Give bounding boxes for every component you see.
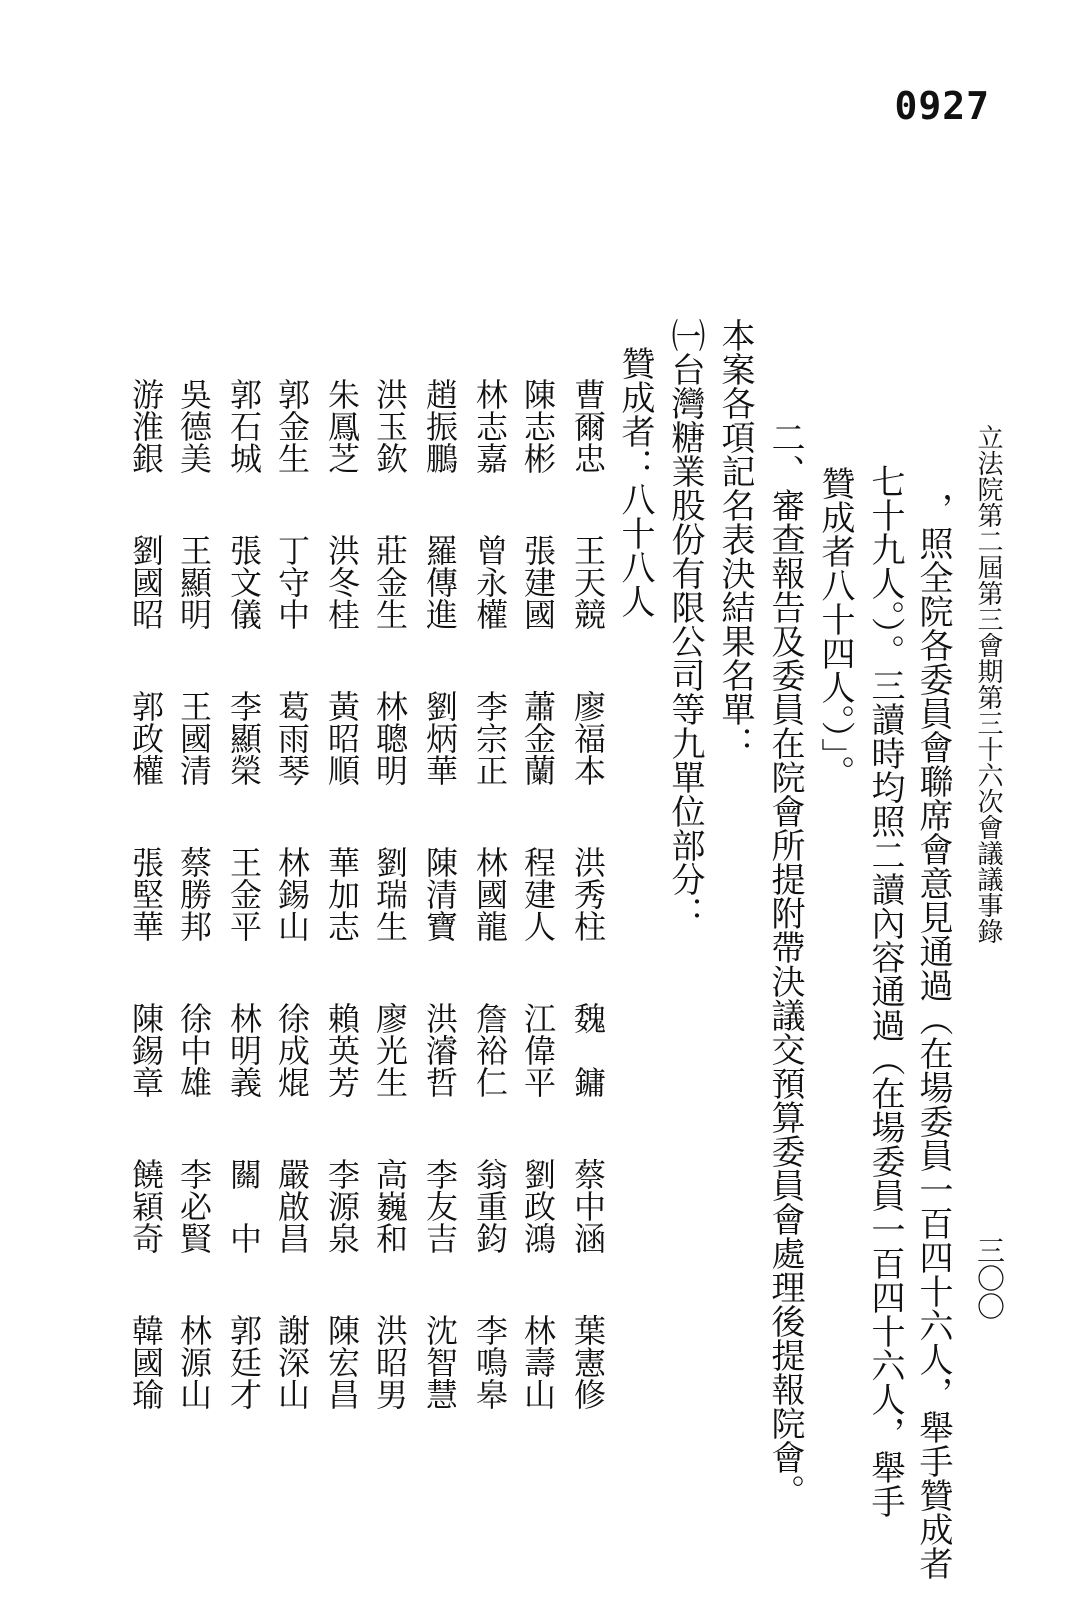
name-entry: 葛雨琴 [273, 690, 311, 786]
name-entry: 洪玉欽 [371, 378, 409, 474]
page-number: 0927 [894, 84, 990, 128]
name-entry: 林壽山 [519, 1314, 557, 1410]
name-entry: 陳志彬 [519, 378, 557, 474]
body-line: 二、審查報告及委員在院會所提附帶決議交預算委員會處理後提報院會。 [765, 420, 805, 1508]
name-entry: 葉憲修 [569, 1314, 607, 1410]
name-entry: 郭政權 [127, 690, 165, 786]
name-entry: 蔡中涵 [569, 1158, 607, 1254]
name-entry: 陳錫章 [127, 1002, 165, 1098]
name-entry: 莊金生 [371, 534, 409, 630]
name-entry: 吳德美 [175, 378, 213, 474]
name-entry: 林明義 [225, 1002, 263, 1098]
name-entry: 劉政鴻 [519, 1158, 557, 1254]
name-entry: 張堅華 [127, 846, 165, 942]
name-entry: 張文儀 [225, 534, 263, 630]
name-entry: 謝深山 [273, 1314, 311, 1410]
name-entry: 王顯明 [175, 534, 213, 630]
name-entry: 李鳴皋 [471, 1314, 509, 1410]
name-entry: 林志嘉 [471, 378, 509, 474]
name-entry: 劉瑞生 [371, 846, 409, 942]
name-entry: 張建國 [519, 534, 557, 630]
name-entry: 劉炳華 [421, 690, 459, 786]
body-line: ，照全院各委員會聯席會意見通過（在場委員一百四十六人，舉手贊成者 [913, 492, 953, 1580]
name-entry: 蕭金蘭 [519, 690, 557, 786]
name-entry: 劉國昭 [127, 534, 165, 630]
name-entry: 詹裕仁 [471, 1002, 509, 1098]
body-line: 七十九人。）。三讀時均照二讀內容通過（在場委員一百四十六人，舉手 [865, 464, 905, 1518]
body-line: ㈠台灣糖業股份有限公司等九單位部分： [665, 318, 705, 930]
name-entry: 曹爾忠 [569, 378, 607, 474]
name-entry: 黃昭順 [323, 690, 361, 786]
body-line: 贊成者：八十八人 [615, 346, 655, 618]
name-entry: 李友吉 [421, 1158, 459, 1254]
name-entry: 李顯榮 [225, 690, 263, 786]
name-entry: 朱鳳芝 [323, 378, 361, 474]
name-entry: 洪秀柱 [569, 846, 607, 942]
name-entry: 徐成焜 [273, 1002, 311, 1098]
name-entry: 蔡勝邦 [175, 846, 213, 942]
name-entry: 饒穎奇 [127, 1158, 165, 1254]
name-entry: 嚴啟昌 [273, 1158, 311, 1254]
body-line: 贊成者八十四人。）」。 [815, 466, 855, 789]
name-entry: 王天競 [569, 534, 607, 630]
folio-number: 三〇〇 [973, 1236, 1006, 1320]
name-entry: 賴英芳 [323, 1002, 361, 1098]
name-entry: 江偉平 [519, 1002, 557, 1098]
name-entry: 王金平 [225, 846, 263, 942]
name-entry: 洪冬桂 [323, 534, 361, 630]
name-entry: 李必賢 [175, 1158, 213, 1254]
name-entry: 廖福本 [569, 690, 607, 786]
name-entry: 林國龍 [471, 846, 509, 942]
name-entry: 魏 鏞 [569, 1002, 607, 1098]
name-entry: 李源泉 [323, 1158, 361, 1254]
name-entry: 游淮銀 [127, 378, 165, 474]
name-entry: 曾永權 [471, 534, 509, 630]
name-entry: 趙振鵬 [421, 378, 459, 474]
name-entry: 洪昭男 [371, 1314, 409, 1410]
name-entry: 陳宏昌 [323, 1314, 361, 1410]
name-entry: 高巍和 [371, 1158, 409, 1254]
name-entry: 翁重鈞 [471, 1158, 509, 1254]
name-entry: 廖光生 [371, 1002, 409, 1098]
name-entry: 林源山 [175, 1314, 213, 1410]
name-entry: 郭廷才 [225, 1314, 263, 1410]
name-entry: 王國清 [175, 690, 213, 786]
name-entry: 徐中雄 [175, 1002, 213, 1098]
name-entry: 林錫山 [273, 846, 311, 942]
name-entry: 羅傳進 [421, 534, 459, 630]
name-entry: 李宗正 [471, 690, 509, 786]
name-entry: 郭金生 [273, 378, 311, 474]
name-entry: 韓國瑜 [127, 1314, 165, 1410]
name-entry: 洪濬哲 [421, 1002, 459, 1098]
name-entry: 程建人 [519, 846, 557, 942]
name-entry: 陳清寶 [421, 846, 459, 942]
body-line: 本案各項記名表決結果名單： [715, 318, 755, 760]
running-header: 立法院第二屆第三會期第三十六次會議議事錄 [973, 424, 1003, 944]
name-entry: 沈智慧 [421, 1314, 459, 1410]
name-entry: 林聰明 [371, 690, 409, 786]
name-entry: 丁守中 [273, 534, 311, 630]
name-entry: 華加志 [323, 846, 361, 942]
name-entry: 關 中 [225, 1158, 263, 1254]
name-entry: 郭石城 [225, 378, 263, 474]
